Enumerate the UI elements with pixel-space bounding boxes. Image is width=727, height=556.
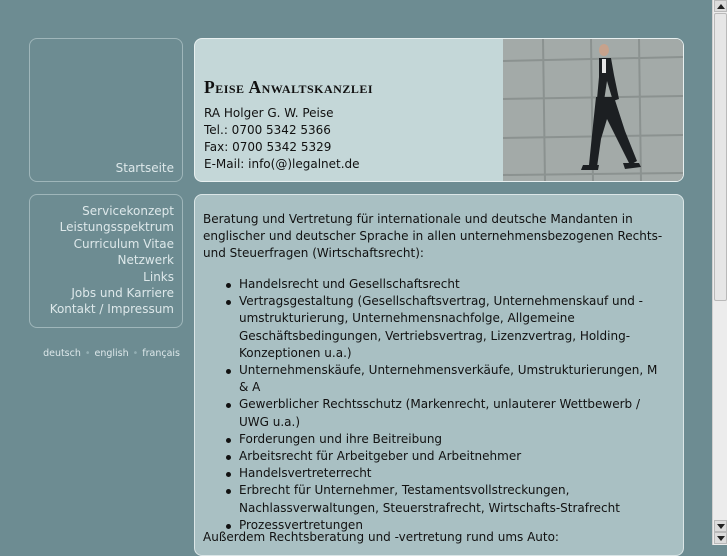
- list-item: Gewerblicher Rechtsschutz (Markenrecht, unlauterer Wettbewerb / UWG u.a.): [221, 396, 667, 430]
- list-item: Arbeitsrecht für Arbeitgeber und Arbeitnehmer: [221, 448, 667, 465]
- outro-text: Außerdem Rechtsberatung und -vertretung rund ums Auto:: [203, 530, 559, 544]
- nav-link-startseite[interactable]: Startseite: [115, 161, 174, 175]
- email-address: E-Mail: info(@)legalnet.de: [204, 157, 360, 171]
- list-item: Unternehmenskäufe, Unternehmensverkäufe, Umstrukturierungen, M & A: [221, 362, 667, 396]
- list-item: Forderungen und ihre Beitreibung: [221, 431, 667, 448]
- language-switcher: [30, 348, 180, 359]
- content-box: [194, 194, 684, 556]
- nav-link-kontakt[interactable]: Kontakt / Impressum: [49, 302, 174, 317]
- arrow-down-icon: [717, 536, 725, 541]
- nav-link-servicekonzept[interactable]: Servicekonzept: [82, 204, 174, 218]
- lang-link-english[interactable]: english: [94, 348, 129, 359]
- phone-number: Tel.: 0700 5342 5366: [204, 123, 331, 137]
- nav-link-links[interactable]: Links: [143, 269, 174, 284]
- lang-link-francais[interactable]: français: [142, 348, 180, 359]
- nav-list: [50, 203, 174, 318]
- nav-link-leistungsspektrum[interactable]: Leistungsspektrum: [59, 220, 174, 235]
- nav-link-curriculum-vitae[interactable]: Curriculum Vitae: [73, 236, 174, 251]
- fax-number: Fax: 0700 5342 5329: [204, 140, 332, 154]
- lang-separator: •: [84, 348, 91, 359]
- lawyer-name: RA Holger G. W. Peise: [204, 106, 334, 120]
- header-box: [194, 38, 684, 182]
- header-photo: [503, 39, 683, 181]
- arrow-up-icon: [717, 4, 725, 9]
- home-box: [29, 38, 183, 182]
- list-item: Vertragsgestaltung (Gesellschaftsvertrag, Unternehmenskauf und -umstrukturierung, Unternehmensnachfolge, Allgemeine Geschäftsbedingungen, Vertriebsvertrag, Lizenzvertrag, Holding-Konzeptionen u.a.): [221, 293, 667, 362]
- main-navigation: [29, 194, 183, 328]
- list-item: Prozessvertretungen: [221, 517, 667, 534]
- list-item: Handelsvertreterrecht: [221, 465, 667, 482]
- arrow-down-icon: [717, 524, 725, 529]
- nav-link-netzwerk[interactable]: Netzwerk: [117, 253, 174, 268]
- lang-separator: •: [132, 348, 139, 359]
- vertical-scrollbar[interactable]: [712, 0, 727, 545]
- lang-link-deutsch[interactable]: deutsch: [43, 348, 81, 359]
- scroll-down-button[interactable]: [714, 520, 727, 532]
- walking-man-illustration: [503, 39, 683, 181]
- scrollbar-thumb[interactable]: [714, 13, 727, 301]
- list-item: Handelsrecht und Gesellschaftsrecht: [221, 276, 667, 293]
- scroll-down-button-secondary[interactable]: [714, 532, 727, 544]
- list-item: Erbrecht für Unternehmer, Testamentsvollstreckungen, Nachlassverwaltungen, Steuerstrafrecht, Wirtschafts-Strafrecht: [221, 482, 667, 516]
- nav-link-jobs[interactable]: Jobs und Karriere: [71, 286, 174, 301]
- intro-text: Beratung und Vertretung für internationale und deutsche Mandanten in englischer und deutscher Sprache in allen unternehmensbezogenen Rechts- und Steuerfragen (Wirtschaftsrecht):: [203, 212, 663, 261]
- page-title: Peise Anwaltskanzlei: [204, 77, 374, 97]
- services-list: [221, 276, 667, 534]
- scroll-up-button[interactable]: [714, 0, 727, 12]
